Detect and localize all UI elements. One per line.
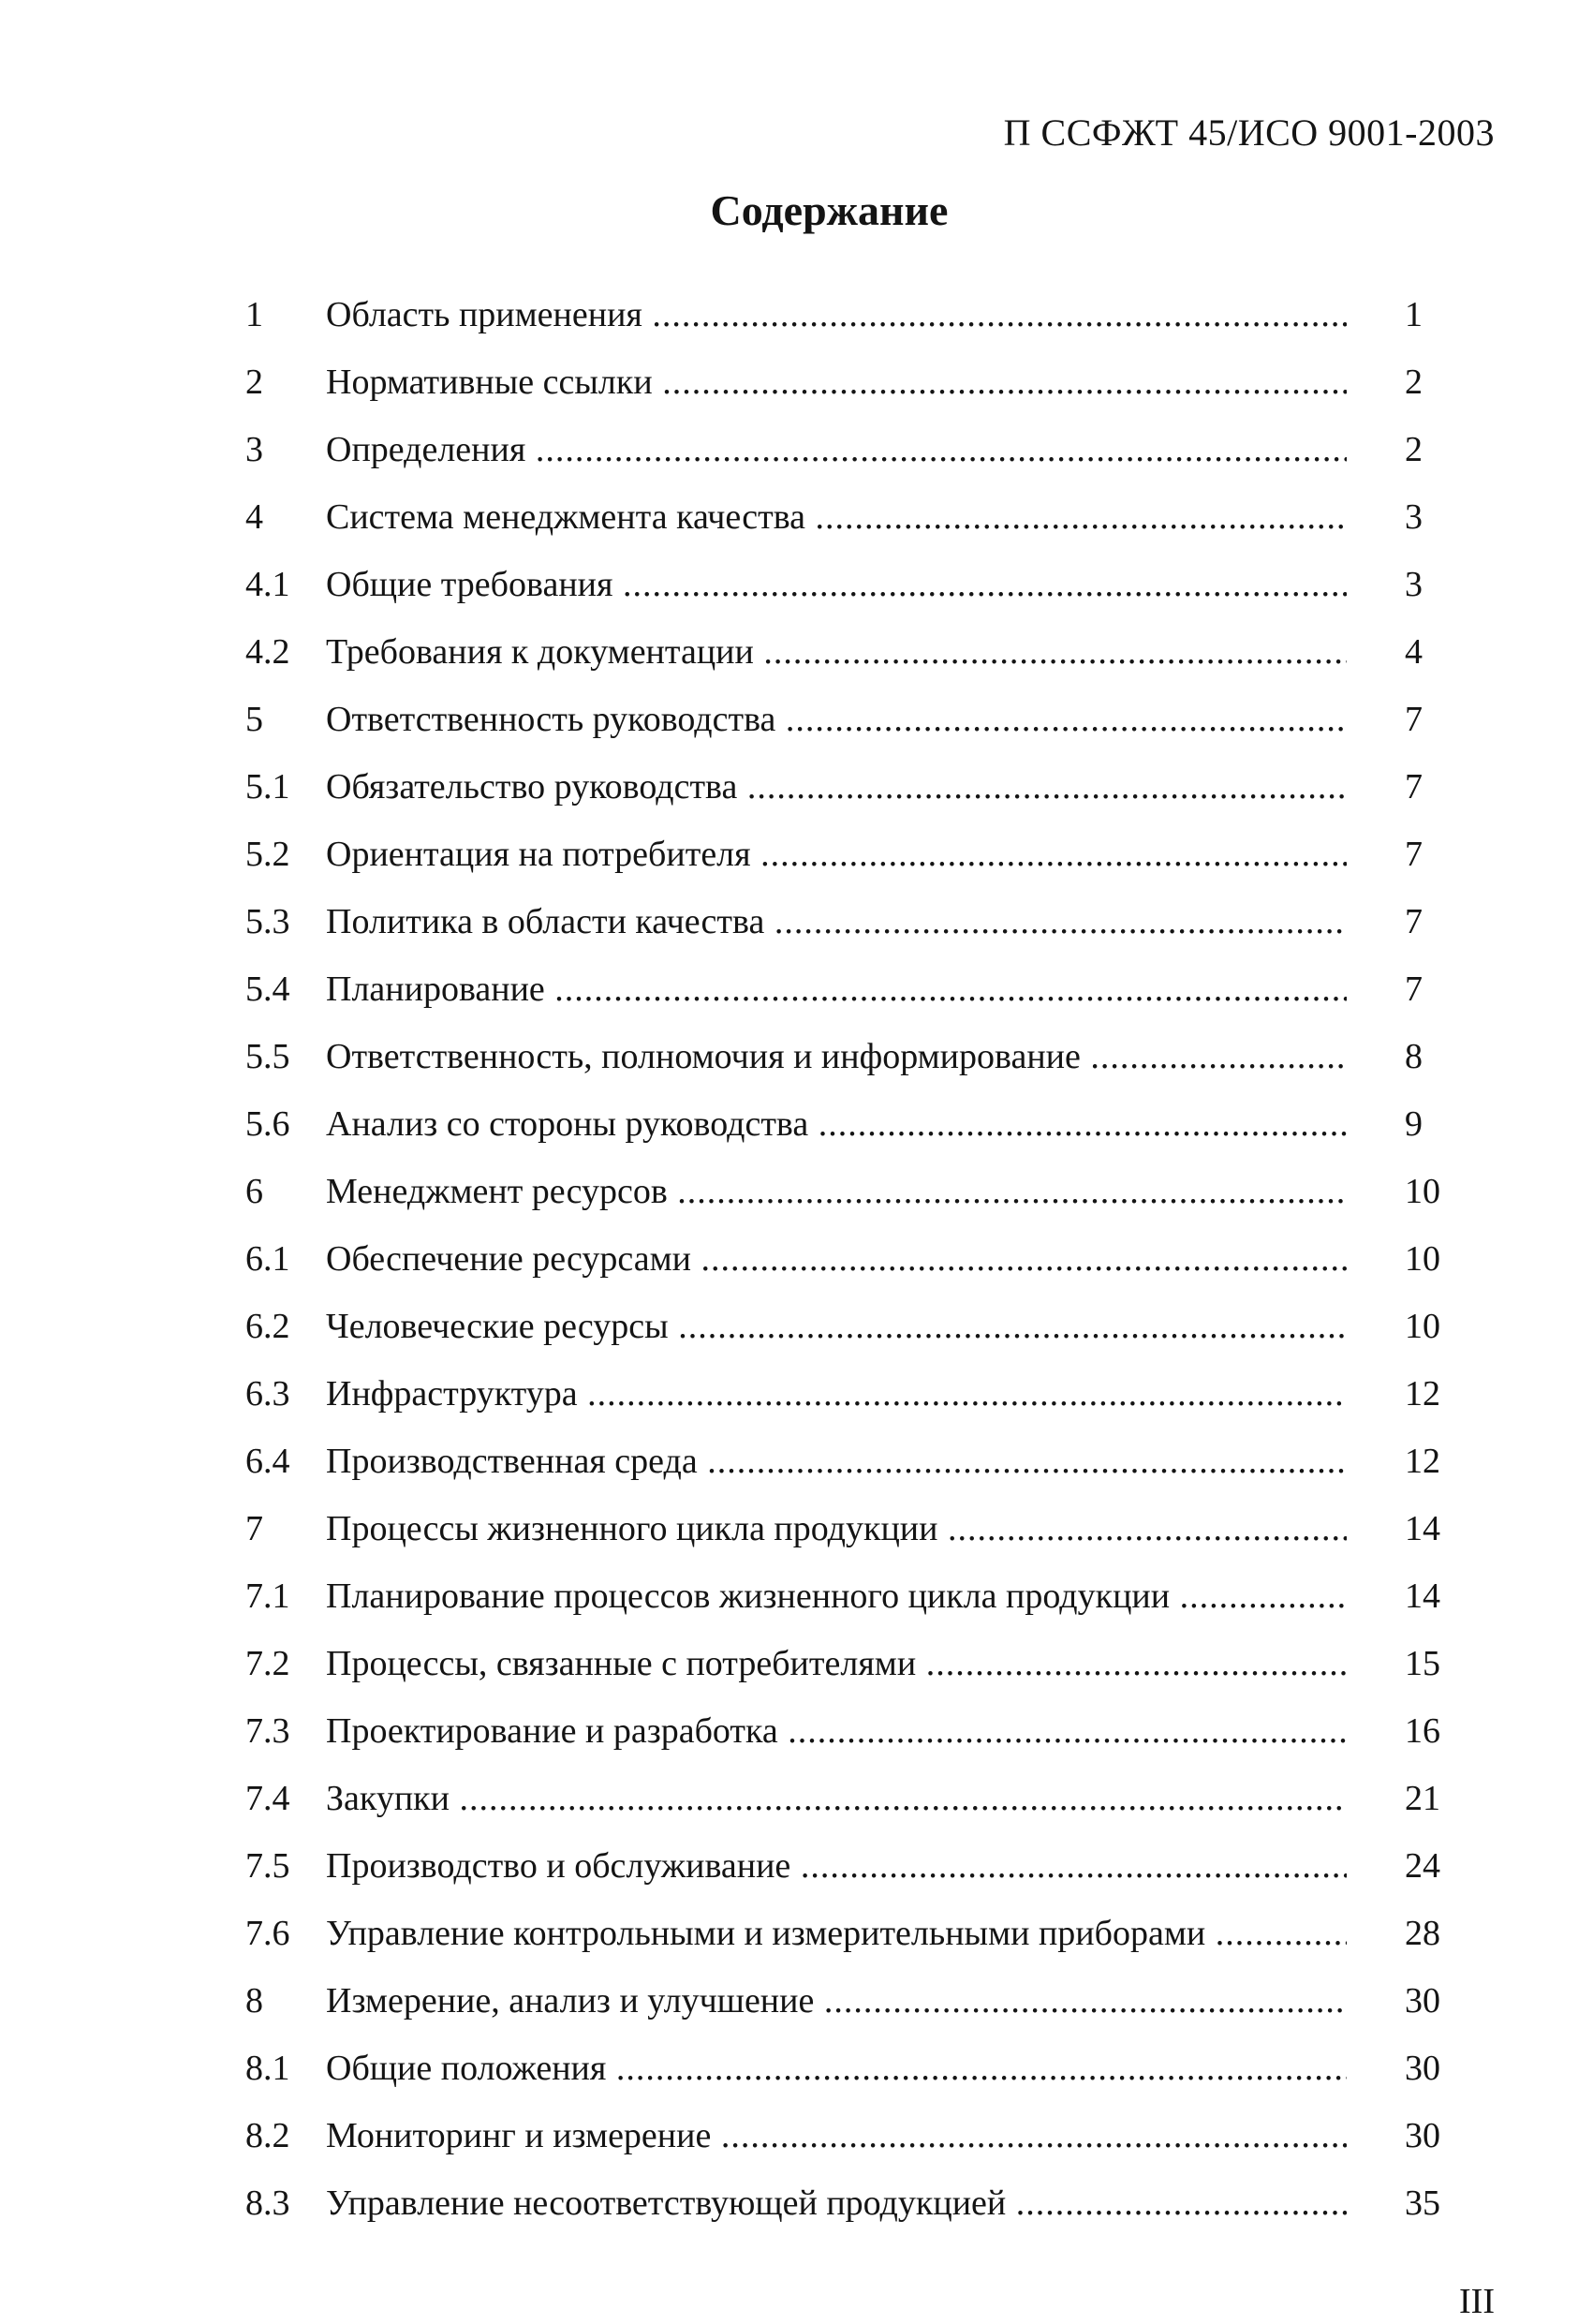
toc-entry-number: 6.1: [245, 1239, 290, 1279]
page-number: III: [1459, 2282, 1495, 2321]
toc-entry-number: 2: [245, 363, 263, 402]
table-of-contents: [0, 281, 1593, 2237]
toc-entry-number: 7.1: [245, 1576, 290, 1616]
toc-entry-number: 8.2: [245, 2116, 290, 2155]
toc-entry-page: 12: [1405, 1374, 1440, 1414]
toc-entry-number: 7: [245, 1509, 263, 1548]
toc-entry-number: 8.3: [245, 2183, 290, 2223]
toc-entry-label: Человеческие ресурсы .....: [326, 1293, 1347, 1360]
toc-entry-page: 1: [1405, 295, 1423, 334]
toc-entry-page: 7: [1405, 902, 1423, 941]
toc-entry-page: 2: [1405, 430, 1423, 469]
toc-entry: [0, 483, 1593, 551]
toc-entry-number: 5.4: [245, 970, 290, 1009]
toc-entry-number: 5.6: [245, 1104, 290, 1144]
toc-entry-label: Область применения .....: [326, 281, 1347, 348]
toc-entry-label: Менеджмент ресурсов .....: [326, 1158, 1347, 1225]
toc-entry-label: Обеспечение ресурсами .....: [326, 1225, 1347, 1293]
toc-entry: [0, 1158, 1593, 1225]
toc-entry-label: Политика в области качества .....: [326, 888, 1347, 955]
toc-entry-page: 28: [1405, 1914, 1440, 1953]
toc-entry-page: 30: [1405, 2049, 1440, 2088]
toc-entry-page: 3: [1405, 497, 1423, 537]
toc-entry-label: Управление несоответствующей продукцией .....: [326, 2169, 1347, 2237]
toc-entry-number: 5: [245, 700, 263, 739]
toc-entry-label: Обязательство руководства .....: [326, 753, 1347, 821]
toc-entry: [0, 1360, 1593, 1428]
toc-entry-page: 10: [1405, 1239, 1440, 1279]
toc-entry-number: 6: [245, 1172, 263, 1211]
toc-entry: [0, 1428, 1593, 1495]
toc-entry: [0, 821, 1593, 888]
toc-entry: [0, 1225, 1593, 1293]
toc-entry-label: Мониторинг и измерение .....: [326, 2102, 1347, 2169]
toc-entry-number: 7.5: [245, 1846, 290, 1886]
toc-entry-page: 8: [1405, 1037, 1423, 1076]
toc-entry-number: 6.4: [245, 1442, 290, 1481]
toc-entry: [0, 753, 1593, 821]
toc-entry-page: 10: [1405, 1307, 1440, 1346]
toc-entry: [0, 1562, 1593, 1630]
toc-entry-label: Требования к документации .....: [326, 618, 1347, 686]
toc-entry: [0, 1630, 1593, 1697]
toc-entry-page: 15: [1405, 1644, 1440, 1683]
toc-entry-page: 30: [1405, 1981, 1440, 2021]
toc-entry-label: Планирование процессов жизненного цикла продукции .....: [326, 1562, 1347, 1630]
toc-entry-number: 5.2: [245, 835, 290, 874]
toc-entry-label: Производственная среда .....: [326, 1428, 1347, 1495]
toc-entry-label: Определения .....: [326, 416, 1347, 483]
toc-entry: [0, 1967, 1593, 2035]
toc-entry-label: Измерение, анализ и улучшение .....: [326, 1967, 1347, 2035]
toc-entry: [0, 955, 1593, 1023]
toc-entry-number: 6.3: [245, 1374, 290, 1414]
toc-entry-number: 5.1: [245, 767, 290, 807]
toc-entry-page: 14: [1405, 1576, 1440, 1616]
toc-entry-page: 9: [1405, 1104, 1423, 1144]
toc-entry-page: 2: [1405, 363, 1423, 402]
toc-entry: [0, 1900, 1593, 1967]
toc-entry-page: 3: [1405, 565, 1423, 604]
toc-entry-page: 7: [1405, 835, 1423, 874]
toc-entry-label: Анализ со стороны руководства .....: [326, 1090, 1347, 1158]
toc-entry-page: 7: [1405, 970, 1423, 1009]
toc-entry-page: 7: [1405, 767, 1423, 807]
toc-entry-page: 16: [1405, 1711, 1440, 1751]
toc-entry-label: Нормативные ссылки .....: [326, 348, 1347, 416]
toc-entry: [0, 888, 1593, 955]
toc-entry: [0, 686, 1593, 753]
toc-entry-label: Ответственность руководства .....: [326, 686, 1347, 753]
toc-entry: [0, 1697, 1593, 1765]
toc-entry: [0, 281, 1593, 348]
toc-entry-number: 8: [245, 1981, 263, 2021]
toc-entry-page: 10: [1405, 1172, 1440, 1211]
toc-entry-number: 1: [245, 295, 263, 334]
toc-entry: [0, 1495, 1593, 1562]
toc-entry-number: 6.2: [245, 1307, 290, 1346]
toc-entry-number: 7.3: [245, 1711, 290, 1751]
toc-entry: [0, 348, 1593, 416]
toc-entry-label: Производство и обслуживание .....: [326, 1832, 1347, 1900]
toc-entry-label: Управление контрольными и измерительными приборами .....: [326, 1900, 1347, 1967]
toc-entry: [0, 1293, 1593, 1360]
toc-entry-number: 5.5: [245, 1037, 290, 1076]
document-code: П ССФЖТ 45/ИСО 9001-2003: [1003, 111, 1495, 154]
toc-entry-label: Ориентация на потребителя .....: [326, 821, 1347, 888]
toc-entry-page: 24: [1405, 1846, 1440, 1886]
toc-entry: [0, 1832, 1593, 1900]
toc-entry-number: 4: [245, 497, 263, 537]
toc-entry-label: Проектирование и разработка .....: [326, 1697, 1347, 1765]
toc-entry-number: 4.1: [245, 565, 290, 604]
toc-entry-label: Общие требования .....: [326, 551, 1347, 618]
toc-entry-page: 35: [1405, 2183, 1440, 2223]
toc-entry-number: 5.3: [245, 902, 290, 941]
toc-entry-page: 21: [1405, 1779, 1440, 1818]
toc-entry-label: Общие положения .....: [326, 2035, 1347, 2102]
toc-entry-page: 7: [1405, 700, 1423, 739]
toc-entry-number: 7.4: [245, 1779, 290, 1818]
toc-entry-label: Инфраструктура .....: [326, 1360, 1347, 1428]
toc-entry: [0, 416, 1593, 483]
toc-entry-number: 7.6: [245, 1914, 290, 1953]
toc-entry-label: Система менеджмента качества .....: [326, 483, 1347, 551]
toc-entry: [0, 1023, 1593, 1090]
toc-entry: [0, 618, 1593, 686]
toc-entry-label: Процессы, связанные с потребителями .....: [326, 1630, 1347, 1697]
toc-entry: [0, 2169, 1593, 2237]
toc-entry-label: Закупки .....: [326, 1765, 1347, 1832]
toc-entry: [0, 2035, 1593, 2102]
toc-entry-label: Ответственность, полномочия и информирование .....: [326, 1023, 1347, 1090]
toc-entry-page: 4: [1405, 632, 1423, 672]
toc-entry-page: 14: [1405, 1509, 1440, 1548]
toc-entry-number: 8.1: [245, 2049, 290, 2088]
toc-entry: [0, 551, 1593, 618]
toc-entry-label: Процессы жизненного цикла продукции .....: [326, 1495, 1347, 1562]
toc-entry-page: 12: [1405, 1442, 1440, 1481]
toc-entry-number: 7.2: [245, 1644, 290, 1683]
toc-entry-number: 4.2: [245, 632, 290, 672]
page-title: Содержание: [710, 186, 949, 234]
toc-entry-number: 3: [245, 430, 263, 469]
toc-entry-page: 30: [1405, 2116, 1440, 2155]
toc-entry: [0, 1090, 1593, 1158]
toc-entry-label: Планирование .....: [326, 955, 1347, 1023]
toc-entry: [0, 1765, 1593, 1832]
toc-entry: [0, 2102, 1593, 2169]
